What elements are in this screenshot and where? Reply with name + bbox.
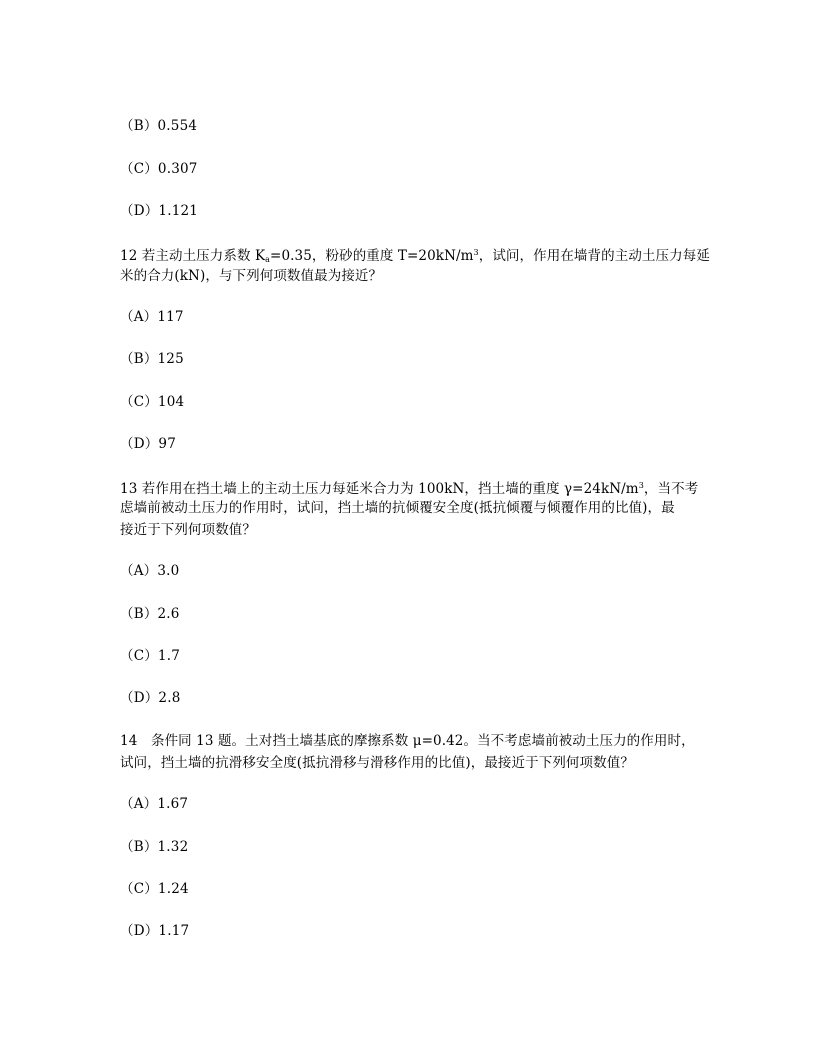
q12-option-d: （D）97: [120, 436, 177, 452]
q12-text-line1: [120, 244, 710, 269]
q13-line1-superscript: 3: [638, 481, 644, 490]
q12-option-c: （C）104: [120, 394, 185, 410]
q13-option-d: （D）2.8: [120, 690, 181, 706]
q13-option-c: （C）1.7: [120, 648, 180, 664]
q13-line1-part-b: ，当不考: [643, 481, 699, 497]
q14-option-c: （C）1.24: [120, 881, 189, 897]
q13-option-a: （A）3.0: [120, 563, 180, 579]
q12-line1-subscript: a: [265, 255, 271, 264]
q13-text-line1: [120, 477, 698, 498]
q13-option-b: （B）2.6: [120, 606, 180, 622]
q13-line1-part-a: 13 若作用在挡土墙上的主动土压力每延米合力为 100kN，挡土墙的重度 γ=24kN/m: [120, 481, 639, 497]
q12-option-b: （B）125: [120, 351, 184, 367]
q14-option-d: （D）1.17: [120, 923, 190, 939]
q12-text-line2: 米的合力(kN)，与下列何项数值最为接近？: [120, 268, 383, 284]
q14-option-a: （A）1.67: [120, 796, 189, 812]
q11-option-d: （D）1.121: [120, 203, 199, 219]
q14-text-line1: 14 条件同 13 题。土对挡土墙基底的摩擦系数 μ=0.42。当不考虑墙前被动土压力的作用时，: [120, 733, 695, 749]
q14-option-b: （B）1.32: [120, 839, 189, 855]
q12-line1-part-c: ，试问，作用在墙背的主动土压力每延: [478, 248, 710, 264]
q12-line1-superscript: 3: [473, 248, 479, 257]
q11-option-c: （C）0.307: [120, 161, 198, 177]
q12-line1-part-b: =0.35，粉砂的重度 T=20kN/m: [270, 248, 474, 264]
q12-option-a: （A）117: [120, 309, 184, 325]
q13-text-line3: 接近于下列何项数值？: [120, 522, 256, 538]
q13-text-line2: 虑墙前被动土压力的作用时，试问，挡土墙的抗倾覆安全度(抵抗倾覆与倾覆作用的比值)，最: [120, 500, 675, 516]
q12-line1-part-a: 12 若主动土压力系数 K: [120, 248, 266, 264]
q14-text-line2: 试问，挡土墙的抗滑移安全度(抵抗滑移与滑移作用的比值)，最接近于下列何项数值？: [120, 755, 634, 771]
q11-option-b: （B）0.554: [120, 118, 198, 134]
